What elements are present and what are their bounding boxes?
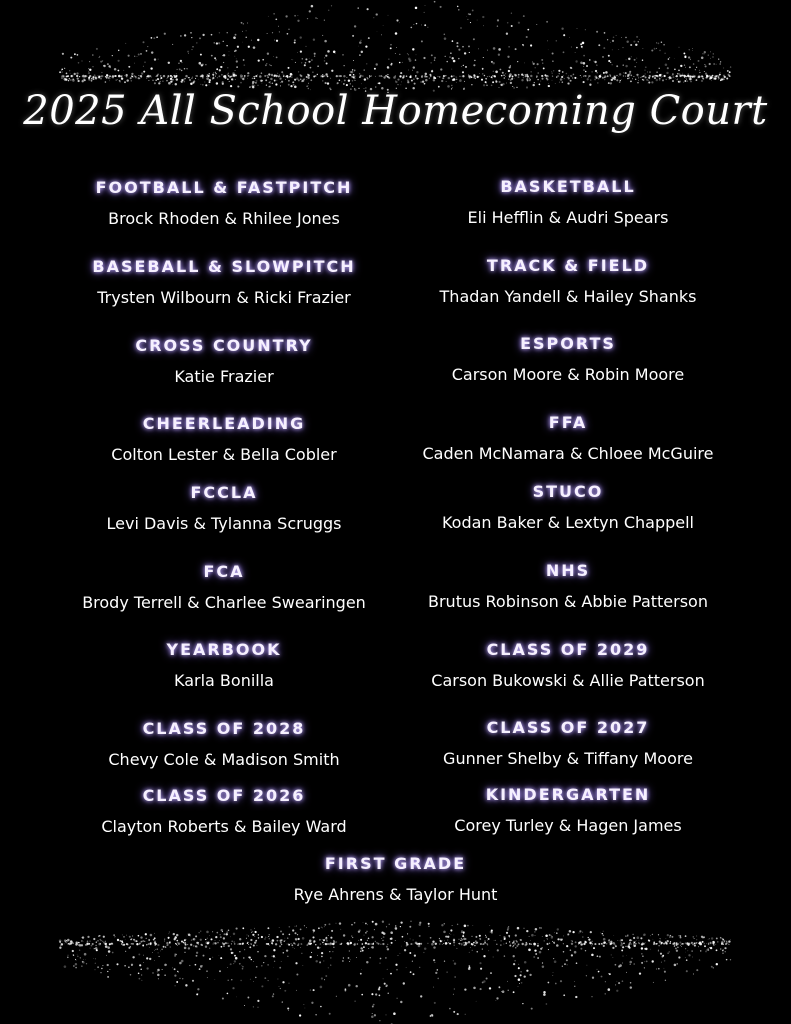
- court-names: Brutus Robinson & Abbie Patterson: [428, 592, 708, 611]
- court-names: Rye Ahrens & Taylor Hunt: [293, 885, 498, 904]
- category-heading: TRACK & FIELD: [486, 256, 650, 275]
- court-names: Thadan Yandell & Hailey Shanks: [439, 287, 697, 306]
- glitter-decoration-bottom: [0, 904, 791, 1024]
- category-heading: CLASS OF 2027: [486, 718, 650, 737]
- court-names: Carson Bukowski & Allie Patterson: [431, 671, 705, 690]
- court-entry-basketball: [410, 177, 726, 227]
- court-entry-baseball-slowpitch: [60, 257, 388, 307]
- category-heading: YEARBOOK: [166, 640, 282, 659]
- court-entry-esports: [410, 334, 726, 384]
- category-heading: BASKETBALL: [500, 177, 636, 196]
- category-heading: STUCO: [532, 482, 604, 501]
- court-entry-class-of-2027: [410, 718, 726, 768]
- court-entry-ffa: [410, 413, 726, 463]
- court-entry-class-of-2028: [60, 719, 388, 769]
- court-names: Caden McNamara & Chloee McGuire: [422, 444, 714, 463]
- court-names: Chevy Cole & Madison Smith: [108, 750, 340, 769]
- court-names: Katie Frazier: [174, 367, 274, 386]
- court-names: Gunner Shelby & Tiffany Moore: [443, 749, 693, 768]
- category-heading: ESPORTS: [520, 334, 616, 353]
- page-title: 2025 All School Homecoming Court: [23, 88, 768, 134]
- court-names: Carson Moore & Robin Moore: [451, 365, 685, 384]
- court-entry-cheerleading: [60, 414, 388, 464]
- category-heading: NHS: [545, 561, 591, 580]
- court-names: Levi Davis & Tylanna Scruggs: [106, 514, 342, 533]
- court-entry-cross-country: [60, 336, 388, 386]
- court-entry-nhs: [410, 561, 726, 611]
- category-heading: FCCLA: [190, 483, 258, 502]
- court-names: Karla Bonilla: [174, 671, 274, 690]
- court-names: Clayton Roberts & Bailey Ward: [101, 817, 347, 836]
- court-entry-track-field: [410, 256, 726, 306]
- category-heading: FCA: [203, 562, 245, 581]
- category-heading: CHEERLEADING: [142, 414, 306, 433]
- category-heading: KINDERGARTEN: [485, 785, 651, 804]
- court-names: Eli Hefflin & Audri Spears: [467, 208, 669, 227]
- category-heading: CLASS OF 2028: [142, 719, 306, 738]
- court-names: Brock Rhoden & Rhilee Jones: [108, 209, 340, 228]
- court-entry-stuco: [410, 482, 726, 532]
- court-names: Corey Turley & Hagen James: [454, 816, 682, 835]
- category-heading: CLASS OF 2029: [486, 640, 650, 659]
- category-heading: FOOTBALL & FASTPITCH: [95, 178, 353, 197]
- court-entry-yearbook: [60, 640, 388, 690]
- category-heading: FFA: [548, 413, 588, 432]
- court-entry-kindergarten: [410, 785, 726, 835]
- category-heading: CLASS OF 2026: [142, 786, 306, 805]
- court-entry-fccla: [60, 483, 388, 533]
- court-entry-class-of-2029: [410, 640, 726, 690]
- court-entry-class-of-2026: [60, 786, 388, 836]
- court-names: Colton Lester & Bella Cobler: [111, 445, 337, 464]
- court-names: Trysten Wilbourn & Ricki Frazier: [97, 288, 351, 307]
- category-heading: FIRST GRADE: [324, 854, 467, 873]
- category-heading: CROSS COUNTRY: [135, 336, 313, 355]
- court-entry-first-grade: [200, 854, 591, 904]
- court-names: Kodan Baker & Lextyn Chappell: [441, 513, 694, 532]
- court-entry-football-fastpitch: [60, 178, 388, 228]
- category-heading: BASEBALL & SLOWPITCH: [92, 257, 356, 276]
- court-names: Brody Terrell & Charlee Swearingen: [82, 593, 366, 612]
- court-entry-fca: [60, 562, 388, 612]
